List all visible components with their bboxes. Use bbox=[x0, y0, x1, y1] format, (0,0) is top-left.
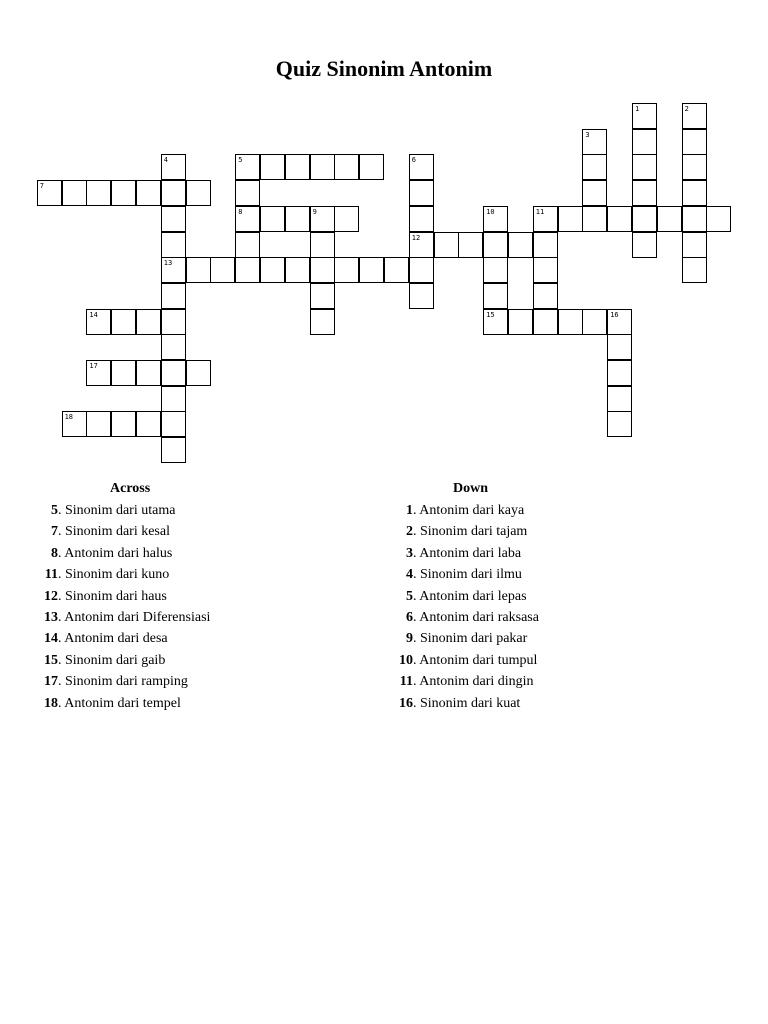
clue-number: 13 bbox=[44, 609, 58, 625]
clue-number: 3 bbox=[406, 545, 413, 561]
grid-cell[interactable] bbox=[409, 180, 434, 206]
grid-cell[interactable] bbox=[434, 232, 459, 258]
grid-cell[interactable] bbox=[409, 257, 434, 283]
clue-text: . Sinonim dari kesal bbox=[58, 524, 170, 540]
cell-number: 7 bbox=[39, 182, 45, 191]
clue-number: 16 bbox=[399, 695, 413, 711]
grid-cell[interactable] bbox=[161, 360, 186, 386]
grid-cell[interactable] bbox=[161, 411, 186, 437]
grid-cell[interactable] bbox=[409, 283, 434, 309]
grid-cell[interactable] bbox=[161, 386, 186, 412]
grid-cell[interactable] bbox=[161, 283, 186, 309]
clue-text: . Sinonim dari ramping bbox=[58, 674, 188, 690]
clue-item bbox=[395, 628, 655, 649]
grid-cell[interactable] bbox=[161, 437, 186, 463]
clue-item bbox=[395, 564, 655, 585]
clue-item bbox=[395, 671, 655, 692]
cell-number: 6 bbox=[411, 156, 417, 165]
grid-cell[interactable] bbox=[607, 386, 632, 412]
clue-item bbox=[40, 586, 300, 607]
clue-text: . Antonim dari Diferensiasi bbox=[58, 609, 211, 625]
grid-cell[interactable] bbox=[533, 309, 558, 335]
grid-cell[interactable] bbox=[37, 180, 62, 206]
clue-item bbox=[395, 521, 655, 542]
grid-cell[interactable] bbox=[508, 309, 533, 335]
grid-cell[interactable] bbox=[161, 309, 186, 335]
grid-cell[interactable] bbox=[632, 180, 657, 206]
grid-cell[interactable] bbox=[86, 309, 111, 335]
grid-cell[interactable] bbox=[111, 309, 136, 335]
grid-cell[interactable] bbox=[483, 232, 508, 258]
grid-cell[interactable] bbox=[359, 257, 384, 283]
clue-number: 9 bbox=[406, 631, 413, 647]
clue-item bbox=[40, 671, 300, 692]
grid-cell[interactable] bbox=[310, 232, 335, 258]
grid-cell[interactable] bbox=[310, 283, 335, 309]
clue-number: 6 bbox=[406, 609, 413, 625]
grid-cell[interactable] bbox=[632, 103, 657, 129]
grid-cell[interactable] bbox=[607, 411, 632, 437]
clue-item bbox=[395, 586, 655, 607]
grid-cell[interactable] bbox=[359, 154, 384, 180]
cell-number: 18 bbox=[64, 413, 74, 422]
clue-number: 15 bbox=[44, 652, 58, 668]
across-heading: Across bbox=[110, 481, 151, 496]
grid-cell[interactable] bbox=[285, 206, 310, 232]
grid-cell[interactable] bbox=[161, 232, 186, 258]
grid-cell[interactable] bbox=[62, 180, 87, 206]
grid-cell[interactable] bbox=[310, 206, 335, 232]
clue-item bbox=[40, 521, 300, 542]
clue-text: . Sinonim dari kuat bbox=[413, 695, 521, 711]
grid-cell[interactable] bbox=[136, 180, 161, 206]
grid-cell[interactable] bbox=[136, 360, 161, 386]
page-title: Quiz Sinonim Antonim bbox=[275, 56, 493, 81]
cell-number: 4 bbox=[163, 156, 169, 165]
cell-number: 8 bbox=[238, 207, 243, 216]
grid-cell[interactable] bbox=[409, 232, 434, 258]
grid-cell[interactable] bbox=[161, 180, 186, 206]
grid-cell[interactable] bbox=[533, 206, 558, 232]
grid-cell[interactable] bbox=[682, 206, 707, 232]
grid-cell[interactable] bbox=[558, 206, 583, 232]
grid-cell[interactable] bbox=[384, 257, 409, 283]
grid-cell[interactable] bbox=[409, 206, 434, 232]
grid-cell[interactable] bbox=[310, 257, 335, 283]
grid-cell[interactable] bbox=[334, 154, 359, 180]
grid-cell[interactable] bbox=[334, 206, 359, 232]
clue-item bbox=[40, 607, 300, 628]
grid-cell[interactable] bbox=[235, 257, 260, 283]
grid-cell[interactable] bbox=[136, 309, 161, 335]
clue-number: 5 bbox=[406, 588, 413, 604]
grid-cell[interactable] bbox=[607, 206, 632, 232]
clue-item bbox=[40, 628, 300, 649]
clue-text: . Sinonim dari pakar bbox=[413, 631, 528, 647]
clue-text: . Sinonim dari ilmu bbox=[413, 567, 522, 583]
down-heading: Down bbox=[453, 481, 489, 496]
grid-cell[interactable] bbox=[86, 180, 111, 206]
clue-text: . Antonim dari lepas bbox=[413, 588, 527, 604]
grid-cell[interactable] bbox=[533, 283, 558, 309]
clue-text: . Sinonim dari haus bbox=[58, 588, 167, 604]
clue-number: 4 bbox=[406, 567, 413, 583]
grid-cell[interactable] bbox=[582, 129, 607, 155]
clue-text: . Sinonim dari tajam bbox=[413, 524, 528, 540]
grid-cell[interactable] bbox=[582, 309, 607, 335]
grid-cell[interactable] bbox=[260, 257, 285, 283]
grid-cell[interactable] bbox=[632, 206, 657, 232]
cell-number: 12 bbox=[411, 233, 421, 242]
clue-text: . Sinonim dari utama bbox=[58, 503, 176, 518]
clue-item bbox=[40, 650, 300, 671]
clue-number: 5 bbox=[51, 503, 58, 518]
cell-number: 10 bbox=[486, 207, 495, 216]
clue-number: 11 bbox=[399, 674, 413, 690]
grid-cell[interactable] bbox=[285, 154, 310, 180]
grid-cell[interactable] bbox=[607, 309, 632, 335]
grid-cell[interactable] bbox=[682, 180, 707, 206]
grid-cell[interactable] bbox=[483, 257, 508, 283]
grid-cell[interactable] bbox=[632, 129, 657, 155]
clue-number: 2 bbox=[406, 524, 413, 540]
grid-cell[interactable] bbox=[682, 232, 707, 258]
grid-cell[interactable] bbox=[533, 232, 558, 258]
grid-cell[interactable] bbox=[582, 206, 607, 232]
grid-cell[interactable] bbox=[161, 206, 186, 232]
grid-cell[interactable] bbox=[186, 360, 211, 386]
grid-cell[interactable] bbox=[235, 180, 260, 206]
cell-number: 9 bbox=[312, 207, 317, 216]
grid-cell[interactable] bbox=[483, 309, 508, 335]
clue-text: . Antonim dari dingin bbox=[413, 674, 534, 690]
clue-text: . Sinonim dari kuno bbox=[58, 567, 170, 583]
cell-number: 15 bbox=[486, 310, 495, 319]
clue-item bbox=[40, 543, 300, 564]
grid-cell[interactable] bbox=[86, 411, 111, 437]
grid-cell[interactable] bbox=[285, 257, 310, 283]
grid-cell[interactable] bbox=[62, 411, 87, 437]
clue-number: 8 bbox=[51, 545, 58, 561]
grid-cell[interactable] bbox=[657, 206, 682, 232]
down-clues bbox=[395, 480, 655, 714]
grid-cell[interactable] bbox=[582, 180, 607, 206]
grid-cell[interactable] bbox=[607, 334, 632, 360]
grid-cell[interactable] bbox=[161, 334, 186, 360]
grid-cell[interactable] bbox=[409, 154, 434, 180]
grid-cell[interactable] bbox=[632, 154, 657, 180]
clue-text: . Antonim dari kaya bbox=[413, 503, 525, 518]
grid-cell[interactable] bbox=[310, 309, 335, 335]
clue-number: 10 bbox=[399, 652, 413, 668]
grid-cell[interactable] bbox=[260, 206, 285, 232]
grid-cell[interactable] bbox=[483, 283, 508, 309]
grid-cell[interactable] bbox=[186, 180, 211, 206]
grid-cell[interactable] bbox=[607, 360, 632, 386]
grid-cell[interactable] bbox=[582, 154, 607, 180]
grid-cell[interactable] bbox=[161, 257, 186, 283]
clue-text: . Antonim dari laba bbox=[413, 545, 522, 561]
clue-number: 14 bbox=[44, 631, 58, 647]
grid-cell[interactable] bbox=[235, 206, 260, 232]
clue-item bbox=[40, 500, 300, 521]
clue-number: 7 bbox=[51, 524, 58, 540]
grid-cell[interactable] bbox=[533, 257, 558, 283]
grid-cell[interactable] bbox=[310, 154, 335, 180]
across-clues bbox=[40, 480, 300, 714]
grid-cell[interactable] bbox=[483, 206, 508, 232]
clue-text: . Antonim dari halus bbox=[58, 545, 173, 561]
grid-cell[interactable] bbox=[111, 411, 136, 437]
clue-item bbox=[395, 650, 655, 671]
grid-cell[interactable] bbox=[706, 206, 731, 232]
grid-cell[interactable] bbox=[632, 232, 657, 258]
cell-number: 17 bbox=[89, 362, 98, 370]
clue-number: 18 bbox=[44, 695, 58, 711]
grid-cell[interactable] bbox=[458, 232, 483, 258]
grid-cell[interactable] bbox=[161, 154, 186, 180]
grid-cell[interactable] bbox=[682, 129, 707, 155]
cell-number: 14 bbox=[89, 310, 98, 319]
cell-number: 5 bbox=[238, 156, 243, 165]
grid-cell[interactable] bbox=[235, 232, 260, 258]
grid-cell[interactable] bbox=[508, 232, 533, 258]
clue-item bbox=[395, 500, 655, 521]
clue-item bbox=[40, 564, 300, 585]
grid-cell[interactable] bbox=[260, 154, 285, 180]
cell-number: 2 bbox=[684, 105, 689, 113]
grid-cell[interactable] bbox=[334, 257, 359, 283]
clue-text: . Antonim dari tumpul bbox=[413, 652, 538, 668]
cell-number: 16 bbox=[610, 310, 619, 319]
clue-text: . Antonim dari raksasa bbox=[413, 609, 539, 625]
clue-number: 17 bbox=[44, 674, 58, 690]
clue-item bbox=[395, 693, 655, 714]
grid-cell[interactable] bbox=[210, 257, 235, 283]
cell-number: 13 bbox=[163, 259, 173, 268]
grid-cell[interactable] bbox=[682, 257, 707, 283]
grid-cell[interactable] bbox=[86, 360, 111, 386]
grid-cell[interactable] bbox=[235, 154, 260, 180]
clue-text: . Sinonim dari gaib bbox=[58, 652, 166, 668]
grid-cell[interactable] bbox=[682, 103, 707, 129]
cell-number: 11 bbox=[535, 207, 545, 216]
grid-cell[interactable] bbox=[136, 411, 161, 437]
clue-text: . Antonim dari desa bbox=[58, 631, 168, 647]
clue-item bbox=[395, 607, 655, 628]
clue-number: 12 bbox=[44, 588, 58, 604]
grid-cell[interactable] bbox=[682, 154, 707, 180]
cell-number: 3 bbox=[585, 130, 590, 139]
clue-number: 1 bbox=[406, 503, 413, 518]
grid-cell[interactable] bbox=[111, 360, 136, 386]
grid-cell[interactable] bbox=[111, 180, 136, 206]
grid-cell[interactable] bbox=[186, 257, 211, 283]
crossword-grid bbox=[0, 0, 768, 460]
clue-item bbox=[40, 693, 300, 714]
cell-number: 1 bbox=[635, 105, 640, 113]
clue-text: . Antonim dari tempel bbox=[58, 695, 181, 711]
clue-item bbox=[395, 543, 655, 564]
grid-cell[interactable] bbox=[558, 309, 583, 335]
clue-number: 11 bbox=[44, 567, 58, 583]
